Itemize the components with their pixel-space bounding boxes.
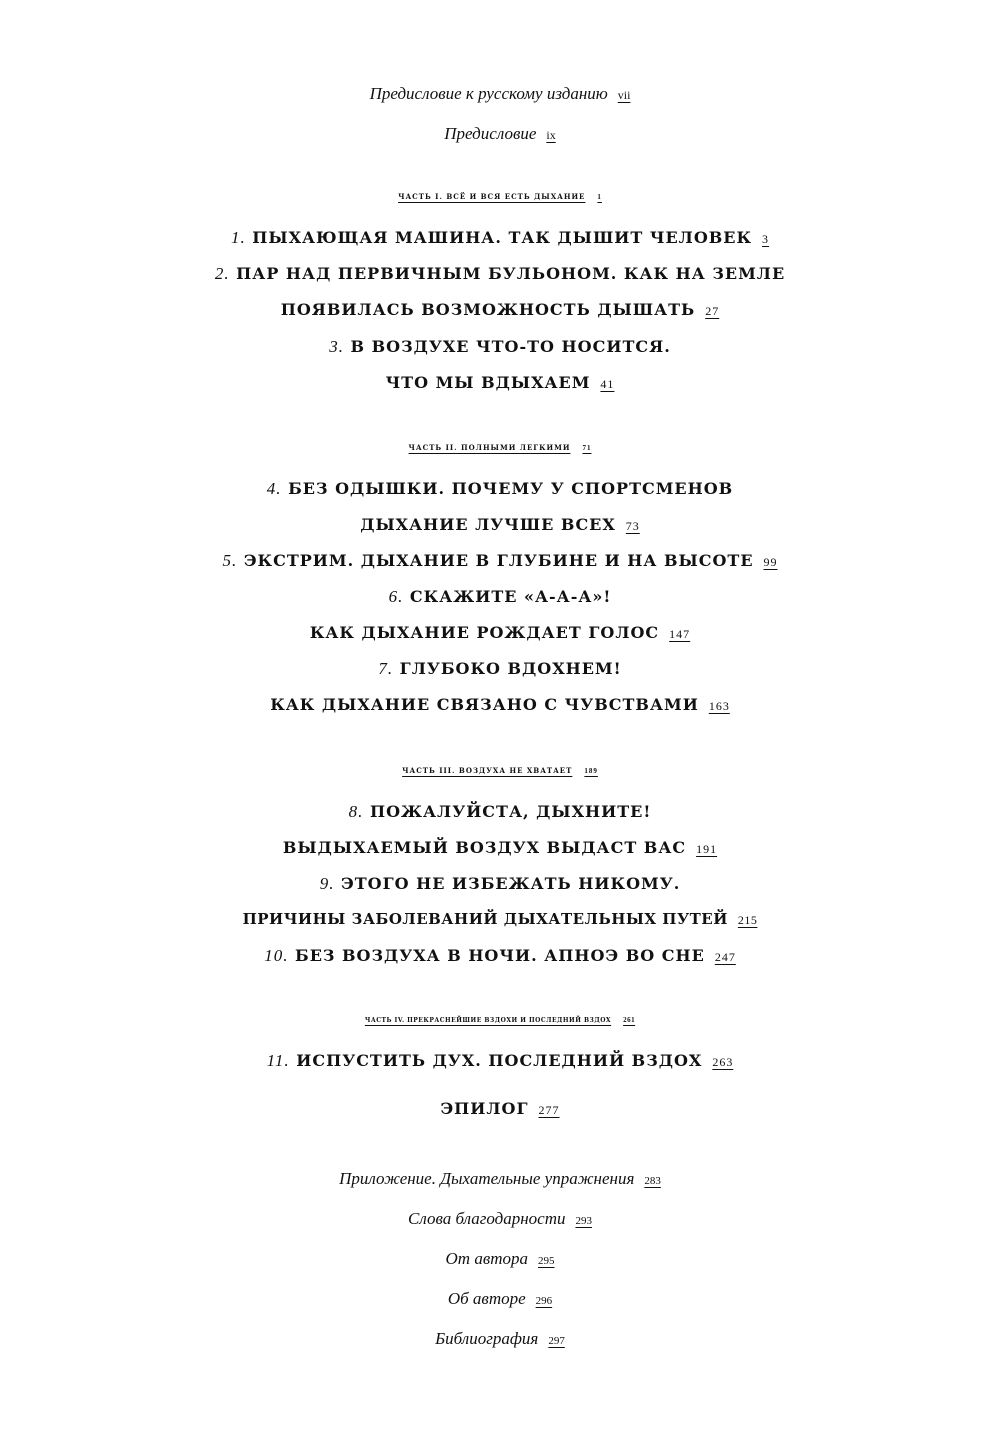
chapter-title: ПЫХАЮЩАЯ МАШИНА. ТАК ДЫШИТ ЧЕЛОВЕК (252, 228, 753, 247)
toc-chapter-6-line-2 (0, 623, 1000, 642)
chapter-number: 3. (329, 337, 344, 356)
toc-entry-about-author (0, 1289, 1000, 1309)
page-number: 3 (762, 232, 770, 246)
page-number: 163 (708, 699, 730, 713)
chapter-title: ЭТОГО НЕ ИЗБЕЖАТЬ НИКОМУ. (341, 874, 681, 893)
chapter-number: 10. (264, 946, 289, 965)
page-number: 283 (644, 1175, 661, 1187)
entry-title: Предисловие к русскому изданию (369, 84, 608, 103)
entry-title: Библиография (435, 1329, 539, 1348)
page-number: 293 (575, 1215, 592, 1227)
page-number: 71 (582, 444, 592, 452)
chapter-title: СКАЖИТЕ «А-А-А»! (409, 587, 612, 606)
toc-chapter-10 (0, 946, 1000, 966)
page-number: 191 (696, 842, 718, 856)
chapter-title: ИСПУСТИТЬ ДУХ. ПОСЛЕДНИЙ ВЗДОХ (296, 1051, 703, 1070)
chapter-title-cont: КАК ДЫХАНИЕ СВЯЗАНО С ЧУВСТВАМИ (270, 695, 699, 714)
chapter-number: 7. (378, 659, 394, 678)
toc-chapter-9 (0, 874, 1000, 894)
toc-entry-foreword (0, 124, 1000, 144)
chapter-title: ПОЖАЛУЙСТА, ДЫХНИТЕ! (369, 802, 652, 821)
page-number: 73 (625, 519, 640, 533)
toc-entry-foreword-russian (0, 84, 1000, 104)
part-title: ЧАСТЬ II. ПОЛНЫМИ ЛЕГКИМИ (408, 443, 571, 452)
page-number: 189 (584, 767, 598, 775)
entry-title: Слова благодарности (408, 1209, 566, 1228)
chapter-title-cont: ПРИЧИНЫ ЗАБОЛЕВАНИЙ ДЫХАТЕЛЬНЫХ ПУТЕЙ (242, 910, 728, 928)
page-number: 297 (548, 1335, 565, 1347)
chapter-title: ГЛУБОКО ВДОХНЕМ! (399, 659, 622, 678)
page-number: 296 (535, 1295, 553, 1307)
toc-chapter-9-line-2 (0, 910, 1000, 928)
page-number: 263 (712, 1055, 734, 1069)
page-number: vii (617, 88, 631, 102)
page-number: 215 (737, 913, 758, 927)
toc-entry-acknowledgements (0, 1209, 1000, 1229)
page-number: ix (546, 128, 556, 142)
epilogue-title: ЭПИЛОГ (440, 1099, 529, 1118)
page-number: 41 (600, 377, 615, 391)
page-number: 99 (763, 555, 778, 569)
page-number: 1 (597, 193, 602, 201)
toc-chapter-3 (0, 337, 1000, 357)
toc-chapter-3-line-2 (0, 373, 1000, 392)
toc-part-3 (0, 766, 1000, 775)
toc-part-4 (0, 1016, 1000, 1024)
chapter-title-cont: КАК ДЫХАНИЕ РОЖДАЕТ ГОЛОС (309, 623, 660, 642)
chapter-title: БЕЗ ВОЗДУХА В НОЧИ. АПНОЭ ВО СНЕ (295, 946, 705, 965)
page-number: 247 (714, 950, 736, 964)
chapter-title: ЭКСТРИМ. ДЫХАНИЕ В ГЛУБИНЕ И НА ВЫСОТЕ (243, 551, 754, 570)
chapter-title-cont: ЧТО МЫ ВДЫХАЕМ (385, 373, 591, 392)
part-title: ЧАСТЬ IV. ПРЕКРАСНЕЙШИЕ ВЗДОХИ И ПОСЛЕДНИЙ ВЗДОХ (364, 1017, 612, 1024)
toc-chapter-4 (0, 479, 1000, 499)
toc-epilogue (0, 1099, 1000, 1118)
chapter-number: 11. (266, 1051, 290, 1070)
toc-chapter-7-line-2 (0, 695, 1000, 714)
toc-chapter-8-line-2 (0, 838, 1000, 857)
page-number: 27 (705, 304, 720, 318)
chapter-title: ПАР НАД ПЕРВИЧНЫМ БУЛЬОНОМ. КАК НА ЗЕМЛЕ (236, 264, 786, 283)
chapter-number: 2. (214, 264, 230, 283)
page-number: 147 (669, 627, 691, 641)
toc-chapter-11 (0, 1051, 1000, 1071)
toc-part-1 (0, 192, 1000, 201)
entry-title: Об авторе (447, 1289, 526, 1308)
part-title: ЧАСТЬ III. ВОЗДУХА НЕ ХВАТАЕТ (402, 766, 573, 775)
toc-entry-appendix (0, 1169, 1000, 1189)
toc-chapter-8 (0, 802, 1000, 822)
toc-chapter-4-line-2 (0, 515, 1000, 534)
toc-entry-bibliography (0, 1329, 1000, 1349)
chapter-title-cont: ВЫДЫХАЕМЫЙ ВОЗДУХ ВЫДАСТ ВАС (282, 838, 687, 857)
toc-chapter-7 (0, 659, 1000, 679)
toc-chapter-6 (0, 587, 1000, 607)
chapter-number: 1. (230, 228, 246, 247)
chapter-number: 9. (319, 874, 335, 893)
entry-title: Приложение. Дыхательные упражнения (339, 1169, 635, 1188)
entry-title: От автора (445, 1249, 528, 1268)
toc-chapter-1 (0, 228, 1000, 248)
page-number: 261 (623, 1016, 636, 1024)
chapter-title: В ВОЗДУХЕ ЧТО-ТО НОСИТСЯ. (350, 337, 671, 356)
chapter-title: БЕЗ ОДЫШКИ. ПОЧЕМУ У СПОРТСМЕНОВ (288, 479, 734, 498)
page-number: 295 (537, 1255, 555, 1267)
chapter-number: 5. (222, 551, 238, 570)
chapter-title-cont: ДЫХАНИЕ ЛУЧШЕ ВСЕХ (360, 515, 616, 534)
toc-entry-from-author (0, 1249, 1000, 1269)
entry-title: Предисловие (444, 124, 537, 143)
chapter-number: 4. (266, 479, 282, 498)
chapter-number: 6. (388, 587, 404, 606)
chapter-title-cont: ПОЯВИЛАСЬ ВОЗМОЖНОСТЬ ДЫШАТЬ (280, 300, 696, 319)
toc-chapter-5 (0, 551, 1000, 571)
toc-chapter-2 (0, 264, 1000, 284)
toc-chapter-2-line-2 (0, 300, 1000, 319)
toc-part-2 (0, 443, 1000, 452)
part-title: ЧАСТЬ I. ВСЁ И ВСЯ ЕСТЬ ДЫХАНИЕ (398, 192, 586, 201)
page-number: 277 (538, 1103, 560, 1117)
chapter-number: 8. (348, 802, 364, 821)
